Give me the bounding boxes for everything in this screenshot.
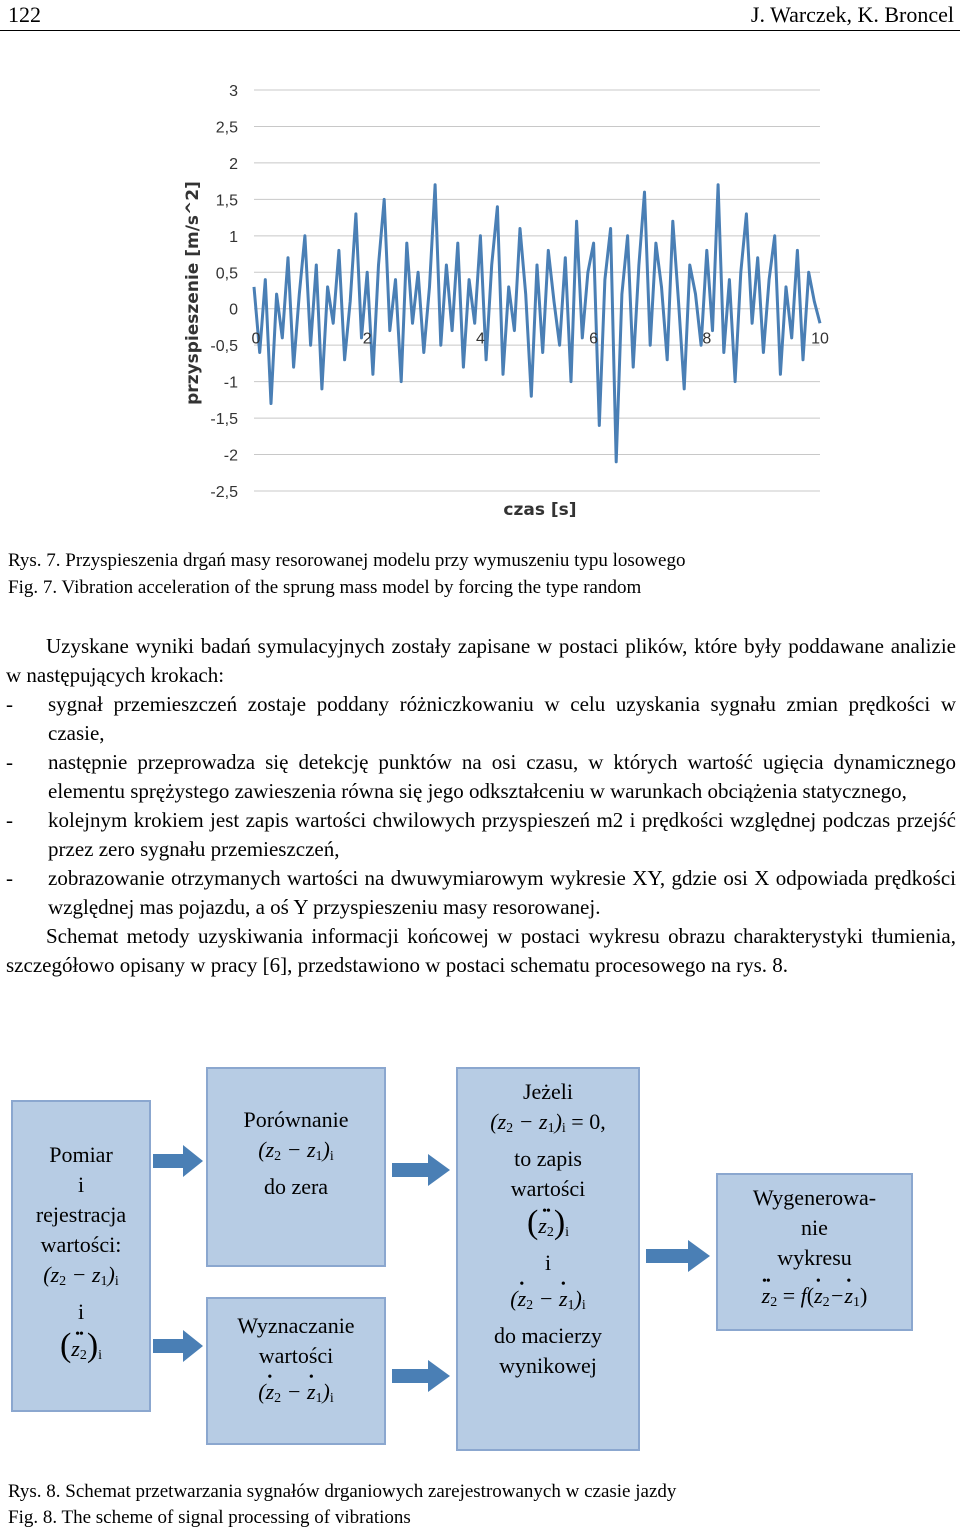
series-line (251, 185, 820, 462)
y-tick-label: 3 (229, 83, 238, 100)
y-tick-label: 0 (229, 301, 238, 319)
box4-line1: Jeżeli (522, 1079, 574, 1104)
box4-line2: to zapis (514, 1146, 582, 1171)
box4-line6: wynikowej (499, 1353, 597, 1378)
y-tick-label: -2 (223, 447, 238, 465)
acceleration-chart (170, 68, 840, 528)
x-axis-label: czas [s] (503, 500, 577, 520)
bullet-text: kolejnym krokiem jest zapis wartości chwilowych przyspieszeń m2 i prędkości względnej podczas przejść przez zero sygnału przemieszczeń, (48, 808, 956, 861)
arrow-right-icon (392, 1152, 450, 1188)
y-tick-labels (210, 83, 238, 501)
determine-box (206, 1297, 386, 1445)
bullet-dash: - (6, 808, 13, 832)
box1-line3: rejestracja (35, 1202, 127, 1227)
arrow-right-icon (646, 1238, 710, 1274)
box3-line2: wartości (258, 1343, 334, 1368)
box5-line2: nie (801, 1215, 828, 1240)
arrow-right-icon (153, 1328, 203, 1364)
x-tick-label: 10 (811, 330, 829, 348)
arrow-right-icon (153, 1143, 203, 1179)
fig7-caption-pl: Rys. 7. Przyspieszenia drgań masy resorowanej modelu przy wymuszeniu typu losowego (8, 550, 686, 571)
y-tick-label: -1,5 (210, 411, 238, 429)
box2-line2: do zera (263, 1174, 329, 1199)
box4-line4: i (544, 1250, 552, 1275)
x-tick-label: 6 (589, 330, 599, 348)
box5-line3: wykresu (777, 1245, 852, 1270)
bullet-dash: - (6, 866, 13, 890)
bullet-item (6, 864, 956, 922)
compare-box (206, 1067, 386, 1267)
page-number: 122 (8, 2, 41, 27)
box3-line1: Wyznaczanie (237, 1313, 355, 1338)
box4-acceleration-formula: (•• $z_2)_i$ (458, 1208, 638, 1248)
box1-line1: Pomiar (49, 1142, 113, 1167)
fig8-caption-pl: Rys. 8. Schemat przetwarzania sygnałów drganiowych zarejestrowanych w czasie jazdy (8, 1481, 677, 1502)
y-tick-label: 1,5 (215, 192, 238, 210)
fig8-caption-en: Fig. 8. The scheme of signal processing of vibrations (8, 1507, 411, 1528)
box1-line2: i (77, 1172, 85, 1197)
closing-paragraph: Schemat metody uzyskiwania informacji końcowej w postaci wykresu obrazu charakterystyki tłumienia, szczegółowo opisany w pracy [6], przedstawiono w postaci schematu procesowego na rys. 8. (6, 924, 956, 977)
y-tick-label: 2 (229, 155, 238, 173)
bullet-dash: - (6, 750, 13, 774)
box3-formula: (• $z_2$ − • $z_1)_i$ (208, 1377, 384, 1414)
body-text (6, 632, 956, 980)
bullet-dash: - (6, 692, 13, 716)
condition-box (456, 1067, 640, 1451)
box4-line3: wartości (510, 1176, 586, 1201)
box2-formula: $(z_2 - z_1)_i$ (258, 1137, 334, 1164)
y-tick-label: -2,5 (210, 484, 238, 501)
generate-box (716, 1173, 913, 1331)
arrow-right-icon (392, 1358, 450, 1394)
y-tick-label: -0,5 (210, 338, 238, 356)
bullet-item (6, 748, 956, 806)
intro-paragraph: Uzyskane wyniki badań symulacyjnych zostały zapisane w postaci plików, które były poddawane analizie w następujących krokach: (6, 634, 956, 687)
box5-formula: •• $z_2$ = f(• $z_2-•$ $z_1$) (718, 1281, 911, 1318)
y-tick-label: -1 (223, 374, 238, 392)
box4-line5: do macierzy (493, 1323, 603, 1348)
bullet-text: następnie przeprowadza się detekcję punktów na osi czasu, w których wartość ugięcia dynamicznego elementu sprężystego zawieszenia równa się jego odkształceniu w warunkach obciążenia statycznego, (48, 750, 956, 803)
box4-velocity-formula: (• $z_2$ − • $z_1)_i$ (458, 1284, 638, 1321)
box1-line5: i (77, 1299, 85, 1324)
y-tick-label: 2,5 (215, 119, 238, 137)
box5-line1: Wygenerowa- (752, 1185, 877, 1210)
box1-line4: wartości: (40, 1232, 122, 1257)
box2-line1: Porównanie (243, 1107, 349, 1132)
measure-box (11, 1100, 151, 1412)
box1-formula-relative-displacement: $(z_2 - z_1)_i$ (43, 1262, 119, 1289)
y-tick-label: 0,5 (215, 265, 238, 283)
box1-formula-acceleration: (•• $z_2)_i$ (13, 1331, 149, 1371)
x-tick-label: 4 (475, 330, 485, 348)
fig7-caption-en: Fig. 7. Vibration acceleration of the sprung mass model by forcing the type random (8, 577, 642, 598)
y-axis-label: przyspieszenie [m/s^2] (183, 181, 203, 405)
x-tick-label: 0 (251, 330, 261, 348)
x-tick-label: 2 (362, 330, 372, 348)
bullet-text: sygnał przemieszczeń zostaje poddany różniczkowaniu w celu uzyskania sygnału zmian prędkości w czasie, (48, 692, 956, 745)
bullet-item (6, 690, 956, 748)
header-rule (0, 30, 960, 31)
box4-condition-formula: $(z_2 - z_1)_i = 0$, (490, 1109, 606, 1136)
running-head: J. Warczek, K. Broncel (750, 2, 954, 27)
bullet-item (6, 806, 956, 864)
x-tick-label: 8 (702, 330, 712, 348)
y-tick-label: 1 (229, 228, 238, 246)
bullet-text: zobrazowanie otrzymanych wartości na dwuwymiarowym wykresie XY, gdzie osi X odpowiada prędkości względnej mas pojazdu, a oś Y przyspieszeniu masy resorowanej. (48, 866, 956, 919)
